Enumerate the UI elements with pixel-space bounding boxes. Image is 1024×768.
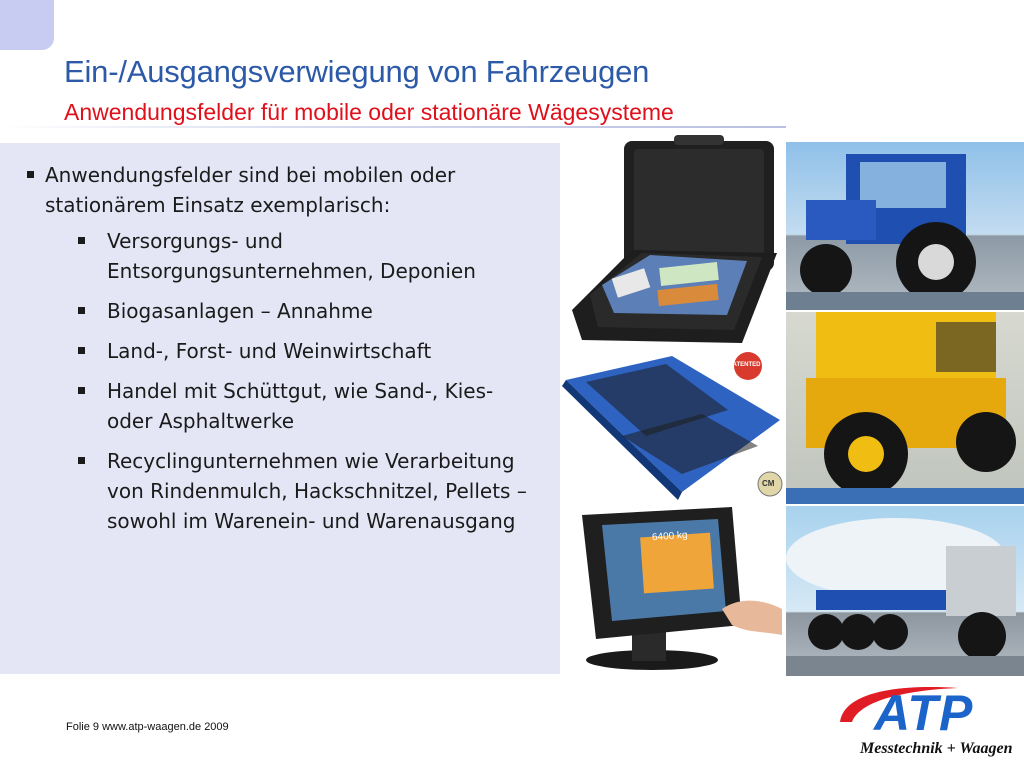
terminal-weight-readout: 6400 kg (651, 529, 688, 544)
square-bullet-icon (78, 237, 85, 244)
tractor-photo (786, 141, 1024, 310)
bullet-text: Recyclingunternehmen wie Verarbeitung von Rindenmulch, Hackschnitzel, Pellets – sowohl im Warenein- und Warenausgang (107, 449, 527, 533)
bullet-text: Land-, Forst- und Weinwirtschaft (107, 339, 432, 363)
bullet-text: Biogasanlagen – Annahme (107, 299, 373, 323)
slide-title: Ein-/Ausgangsverwiegung von Fahrzeugen (64, 54, 650, 89)
list-item (0, 226, 540, 286)
slide-subtitle: Anwendungsfelder für mobile oder stationäre Wägesysteme (64, 99, 674, 125)
corner-tab-decoration (0, 0, 54, 50)
list-item (0, 296, 540, 326)
cm-badge: CM (762, 479, 775, 488)
bullet-text: Handel mit Schüttgut, wie Sand-, Kies- oder Asphaltwerke (107, 379, 494, 433)
slide-footer: Folie 9 www.atp-waagen.de 2009 (66, 721, 229, 733)
wheel-load-pad-image (562, 350, 784, 505)
title-divider (0, 126, 786, 128)
square-bullet-icon (78, 347, 85, 354)
atp-logo (838, 682, 1024, 768)
list-item (0, 446, 540, 536)
square-bullet-icon (78, 457, 85, 464)
tanker-truck-photo (786, 505, 1024, 676)
list-item (0, 376, 540, 436)
weighing-case-image (562, 135, 784, 350)
logo-brand: ATP (874, 685, 974, 741)
square-bullet-icon (78, 387, 85, 394)
patented-badge: PATENTED (729, 362, 761, 368)
loader-photo (786, 311, 1024, 504)
list-item (0, 336, 540, 366)
square-bullet-icon (27, 171, 34, 178)
bullet-text: Versorgungs- und Entsorgungsunternehmen, Deponien (107, 229, 476, 283)
bullet-text: Anwendungsfelder sind bei mobilen oder stationärem Einsatz exemplarisch: (45, 163, 456, 217)
logo-tagline: Messtechnik + Waagen (860, 740, 1013, 757)
list-item (0, 160, 540, 220)
square-bullet-icon (78, 307, 85, 314)
touch-terminal-image (562, 505, 784, 675)
bullet-list (0, 160, 540, 546)
